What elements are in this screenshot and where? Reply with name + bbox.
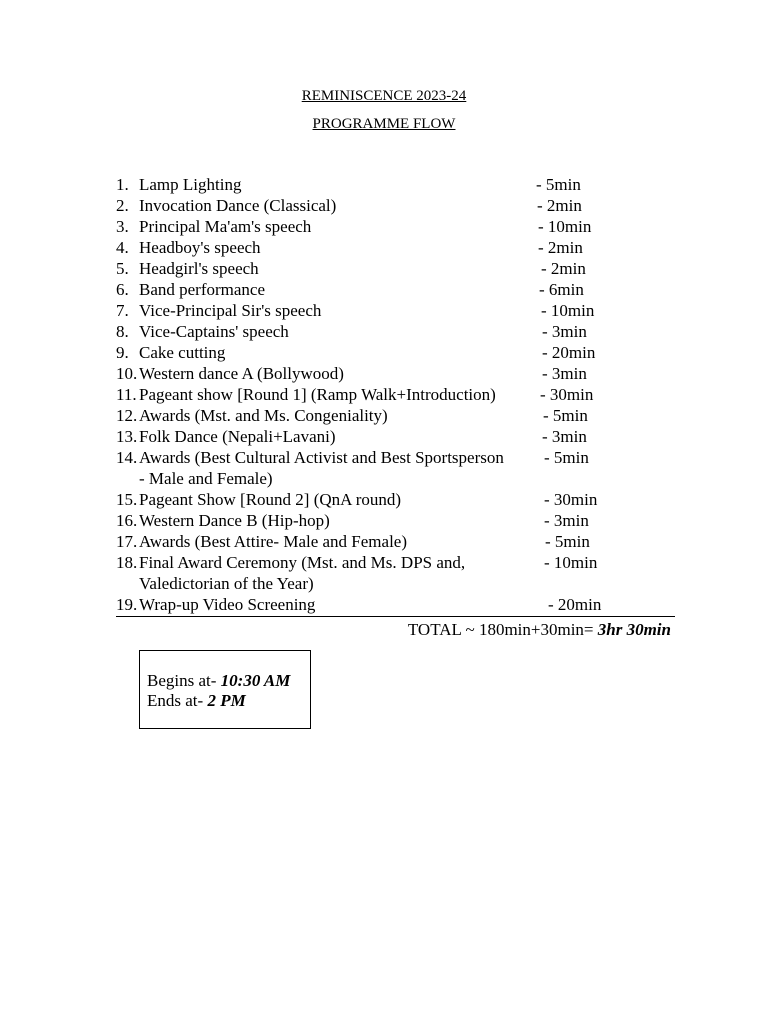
item-duration: - 10min xyxy=(538,217,592,236)
item-duration: - 5min xyxy=(543,406,588,425)
total-value: 3hr 30min xyxy=(597,620,671,639)
total-line xyxy=(408,619,671,640)
item-number: 8. xyxy=(116,322,129,341)
programme-item xyxy=(116,342,676,363)
item-name: Headboy's speech xyxy=(139,238,261,257)
item-duration: - 2min xyxy=(538,238,583,257)
item-number: 11. xyxy=(116,385,137,404)
item-number: 2. xyxy=(116,196,129,215)
item-name-continued: - Male and Female) xyxy=(139,469,273,488)
item-name: Awards (Best Cultural Activist and Best Sportsperson xyxy=(139,448,504,467)
programme-item xyxy=(116,237,676,258)
item-name: Principal Ma'am's speech xyxy=(139,217,312,236)
document-title: REMINISCENCE 2023-24 xyxy=(301,88,467,104)
item-number: 17. xyxy=(116,532,138,551)
begins-time: 10:30 AM xyxy=(220,671,291,690)
item-number: 5. xyxy=(116,259,129,278)
item-name: Awards (Best Attire- Male and Female) xyxy=(139,532,407,551)
item-number: 14. xyxy=(116,448,138,467)
item-duration: - 5min xyxy=(536,175,581,194)
item-name: Cake cutting xyxy=(139,343,226,362)
begins-label: Begins at- xyxy=(147,671,221,690)
programme-item xyxy=(116,321,676,342)
timing-box xyxy=(139,650,311,729)
programme-item xyxy=(116,405,676,426)
item-number: 7. xyxy=(116,301,129,320)
programme-item xyxy=(116,426,676,447)
programme-item xyxy=(116,447,676,489)
item-duration: - 20min xyxy=(542,343,596,362)
item-duration: - 5min xyxy=(544,448,589,467)
programme-item xyxy=(116,279,676,300)
item-name: Final Award Ceremony (Mst. and Ms. DPS and, xyxy=(139,553,466,572)
programme-item xyxy=(116,552,676,594)
item-duration: - 10min xyxy=(544,553,598,572)
item-number: 10. xyxy=(116,364,138,383)
item-duration: - 30min xyxy=(540,385,594,404)
item-duration: - 5min xyxy=(545,532,590,551)
programme-item xyxy=(116,216,676,237)
item-duration: - 30min xyxy=(544,490,598,509)
programme-item xyxy=(116,594,676,615)
item-name: Band performance xyxy=(139,280,266,299)
item-duration: - 2min xyxy=(537,196,582,215)
item-name: Vice-Captains' speech xyxy=(139,322,289,341)
item-duration: - 3min xyxy=(542,364,587,383)
programme-item xyxy=(116,363,676,384)
item-name: Lamp Lighting xyxy=(139,175,242,194)
item-name: Headgirl's speech xyxy=(139,259,259,278)
item-number: 6. xyxy=(116,280,129,299)
item-number: 13. xyxy=(116,427,138,446)
item-name: Pageant Show [Round 2] (QnA round) xyxy=(139,490,402,509)
item-duration: - 10min xyxy=(541,301,595,320)
item-duration: - 2min xyxy=(541,259,586,278)
item-number: 19. xyxy=(116,595,138,614)
begins-line xyxy=(147,671,310,691)
item-duration: - 6min xyxy=(539,280,584,299)
item-number: 9. xyxy=(116,343,129,362)
total-label: TOTAL ~ 180min+30min= xyxy=(407,620,598,639)
ends-label: Ends at- xyxy=(147,691,208,710)
item-name: Western dance A (Bollywood) xyxy=(139,364,344,383)
item-duration: - 3min xyxy=(542,322,587,341)
ends-line xyxy=(147,691,310,711)
programme-item xyxy=(116,384,676,405)
programme-item xyxy=(116,531,676,552)
item-duration: - 3min xyxy=(542,427,587,446)
item-duration: - 20min xyxy=(548,595,602,614)
item-name: Wrap-up Video Screening xyxy=(139,595,316,614)
item-number: 16. xyxy=(116,511,138,530)
programme-list xyxy=(116,174,676,615)
programme-item xyxy=(116,258,676,279)
item-number: 15. xyxy=(116,490,138,509)
item-name-continued: Valedictorian of the Year) xyxy=(139,574,314,593)
document-subtitle: PROGRAMME FLOW xyxy=(312,116,456,132)
item-number: 1. xyxy=(116,175,129,194)
item-number: 3. xyxy=(116,217,129,236)
programme-item xyxy=(116,300,676,321)
total-divider xyxy=(116,616,675,617)
item-name: Western Dance B (Hip-hop) xyxy=(139,511,330,530)
item-duration: - 3min xyxy=(544,511,589,530)
item-number: 12. xyxy=(116,406,138,425)
item-name: Folk Dance (Nepali+Lavani) xyxy=(139,427,336,446)
programme-item xyxy=(116,489,676,510)
item-number: 18. xyxy=(116,553,138,572)
programme-item xyxy=(116,510,676,531)
item-number: 4. xyxy=(116,238,129,257)
item-name: Invocation Dance (Classical) xyxy=(139,196,337,215)
item-name: Vice-Principal Sir's speech xyxy=(139,301,322,320)
item-name: Awards (Mst. and Ms. Congeniality) xyxy=(139,406,388,425)
programme-item xyxy=(116,174,676,195)
ends-time: 2 PM xyxy=(207,691,246,710)
programme-item xyxy=(116,195,676,216)
item-name: Pageant show [Round 1] (Ramp Walk+Introduction) xyxy=(139,385,496,404)
